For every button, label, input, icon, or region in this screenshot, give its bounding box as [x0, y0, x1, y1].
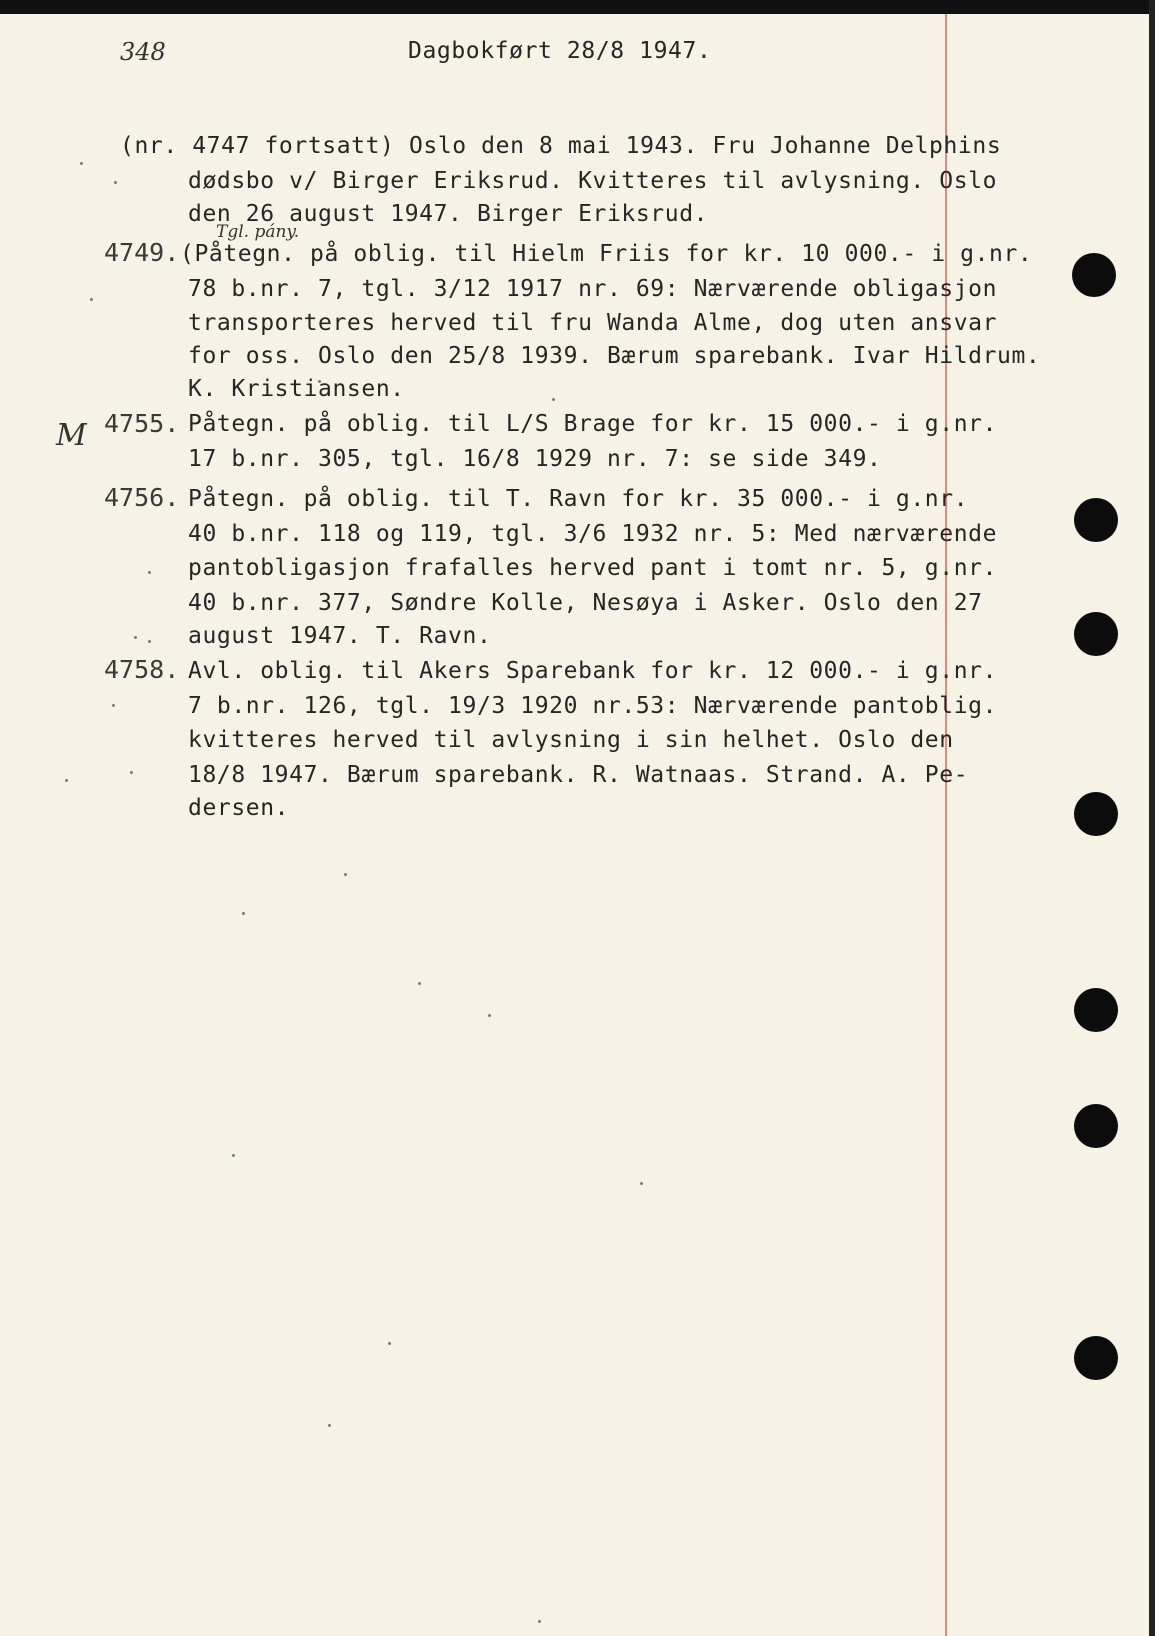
- binder-hole-3: [1074, 612, 1118, 656]
- entry-line: dersen.: [188, 795, 290, 821]
- scan-right-edge: [1149, 0, 1155, 1636]
- speck: [80, 162, 83, 165]
- scan-top-edge: [0, 0, 1155, 14]
- page-title: Dagbokført 28/8 1947.: [408, 38, 712, 64]
- entry-number: 4755.: [104, 409, 180, 438]
- binder-hole-1: [1072, 253, 1116, 297]
- entry-line: K. Kristiansen.: [188, 376, 405, 402]
- entry-number: 4758.: [104, 655, 180, 684]
- entry-line: (Påtegn. på oblig. til Hielm Friis for kr. 10 000.- i g.nr.: [180, 241, 1033, 267]
- speck: [114, 181, 117, 184]
- speck: [148, 571, 151, 574]
- speck: [388, 1342, 391, 1345]
- speck: [65, 779, 68, 782]
- entry-line: pantobligasjon frafalles herved pant i tomt nr. 5, g.nr.: [188, 555, 998, 581]
- binder-hole-5: [1074, 988, 1118, 1032]
- entry-line: dødsbo v/ Birger Eriksrud. Kvitteres til avlysning. Oslo: [188, 168, 998, 194]
- entry-line: 17 b.nr. 305, tgl. 16/8 1929 nr. 7: se side 349.: [188, 446, 882, 472]
- entry-annotation: Tgl. pány.: [216, 222, 300, 242]
- entry-line: august 1947. T. Ravn.: [188, 623, 492, 649]
- binder-hole-4: [1074, 792, 1118, 836]
- entry-line: 18/8 1947. Bærum sparebank. R. Watnaas. Strand. A. Pe-: [188, 762, 969, 788]
- entry-line: 7 b.nr. 126, tgl. 19/3 1920 nr.53: Nærværende pantoblig.: [188, 693, 998, 719]
- speck: [328, 1424, 331, 1427]
- speck: [552, 398, 555, 401]
- binder-hole-6: [1074, 1104, 1118, 1148]
- speck: [130, 771, 133, 774]
- margin-mark: M: [56, 418, 87, 453]
- entry-line: den 26 august 1947. Birger Eriksrud.: [188, 201, 709, 227]
- speck: [344, 873, 347, 876]
- speck: [418, 982, 421, 985]
- speck: [488, 1014, 491, 1017]
- binder-hole-2: [1074, 498, 1118, 542]
- entry-line: (nr. 4747 fortsatt) Oslo den 8 mai 1943. Fru Johanne Delphins: [120, 133, 1002, 159]
- entry-number: 4756.: [104, 483, 180, 512]
- entry-line: for oss. Oslo den 25/8 1939. Bærum sparebank. Ivar Hildrum.: [188, 343, 1041, 369]
- entry-line: 40 b.nr. 377, Søndre Kolle, Nesøya i Asker. Oslo den 27: [188, 590, 983, 616]
- entry-line: Påtegn. på oblig. til T. Ravn for kr. 35 000.- i g.nr.: [188, 486, 969, 512]
- page-number: 348: [120, 38, 166, 66]
- speck: [538, 1620, 541, 1623]
- speck: [90, 298, 93, 301]
- entry-line: kvitteres herved til avlysning i sin helhet. Oslo den: [188, 727, 954, 753]
- speck: [242, 912, 245, 915]
- speck: [232, 1154, 235, 1157]
- binder-hole-7: [1074, 1336, 1118, 1380]
- entry-line: 40 b.nr. 118 og 119, tgl. 3/6 1932 nr. 5: Med nærværende: [188, 521, 998, 547]
- entry-line: transporteres herved til fru Wanda Alme, dog uten ansvar: [188, 310, 998, 336]
- entry-line: 78 b.nr. 7, tgl. 3/12 1917 nr. 69: Nærværende obligasjon: [188, 276, 998, 302]
- speck: [640, 1182, 643, 1185]
- entry-number: 4749.: [104, 238, 180, 267]
- entry-line: Påtegn. på oblig. til L/S Brage for kr. 15 000.- i g.nr.: [188, 411, 998, 437]
- entry-line: Avl. oblig. til Akers Sparebank for kr. 12 000.- i g.nr.: [188, 658, 998, 684]
- speck: [134, 636, 137, 639]
- speck: [148, 640, 151, 643]
- speck: [112, 704, 115, 707]
